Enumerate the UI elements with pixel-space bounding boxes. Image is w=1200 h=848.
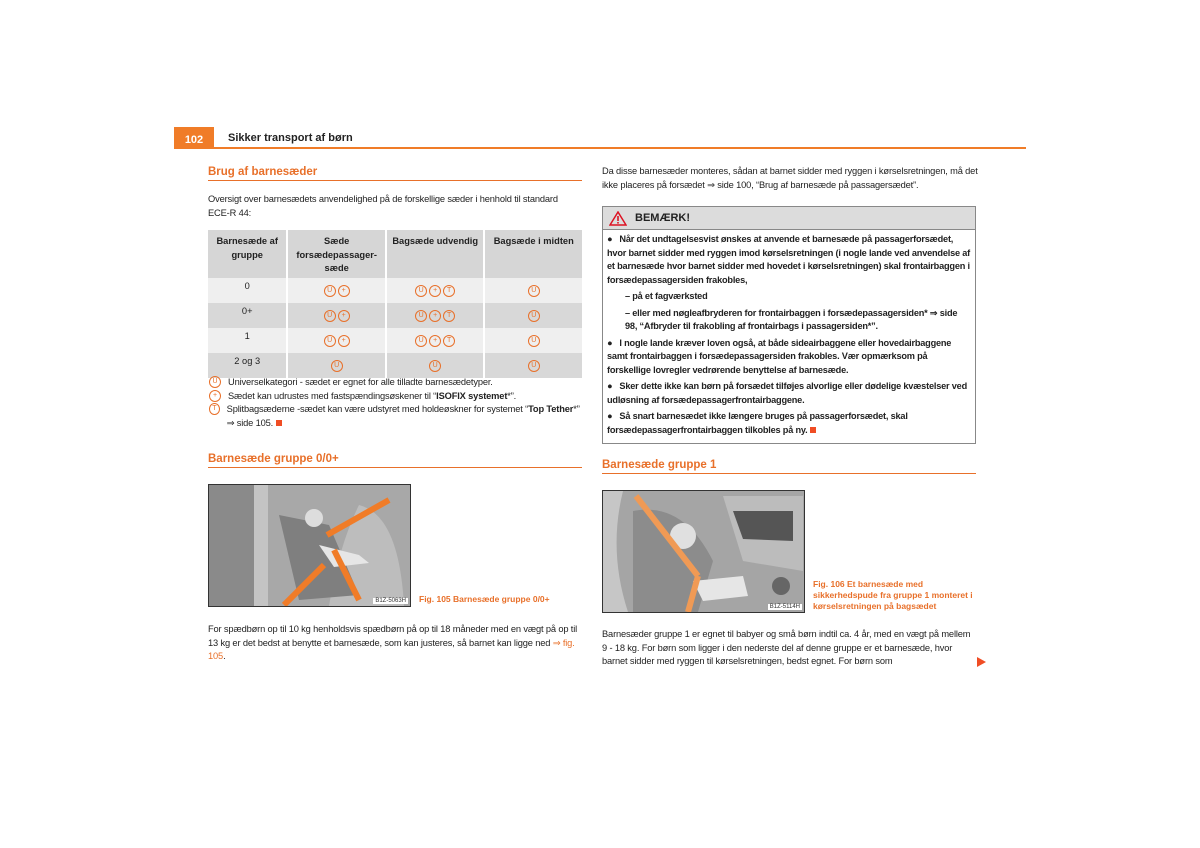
warning-dash: – eller med nøgleafbryderen for frontairbaggen i forsædepassagersiden* ⇒ side 98, “Afbryder til frakobling af frontairbags i passagersiden*”.	[625, 307, 958, 331]
warning-bullet: ● Så snart barnesædet ikke længere bruges på passagerforsædet, skal forsædepassagerfrontairbaggen tilkobles på ny.	[607, 411, 908, 435]
universal-symbol-icon: U	[415, 310, 427, 322]
right-intro-text: Da disse barnesæder monteres, sådan at barnet sidder med ryggen i kørselsretningen, må det ikke placeres på forsædet ⇒ side 100, “Brug af barnesæde på passagersædet”.	[602, 166, 978, 190]
top-tether-symbol-icon: T	[443, 335, 455, 347]
intro-text: Oversigt over barnesædets anvendelighed på de forskellige sæder i henhold til standard ECE-R 44:	[208, 194, 558, 218]
legend-item-t: T Splitbagsæderne -sædet kan være udstyret med holdeøskner for systemet “Top Tether*” ⇒ side 105.	[208, 403, 582, 430]
legend-item-plus: + Sædet kan udrustes med fastspændingsøskener til “ISOFIX systemet*”.	[208, 390, 582, 404]
car-seat-illustration-icon	[209, 485, 410, 606]
universal-symbol-icon: U	[528, 335, 540, 347]
universal-symbol-icon: U	[528, 285, 540, 297]
isofix-symbol-icon: +	[338, 310, 350, 322]
seat-cell	[485, 278, 582, 303]
section-title-gruppe-0: Barnesæde gruppe 0/0+	[208, 453, 582, 468]
warning-header: BEMÆRK!	[603, 207, 975, 230]
body-text-gruppe-0: For spædbørn op til 10 kg henholdsvis spædbørn på op til 18 måneder med en vægt på op til 13 kg er det bedst at benytte et barnesæde, som kan justeres, så barnet kan ligge ned ⇒ fig. 105.	[208, 624, 578, 661]
header-rule	[174, 147, 1026, 149]
legend-item-u: U Universelkategori - sædet er egnet for alle tilladte barnesædetyper.	[208, 376, 582, 390]
warning-triangle-icon	[609, 211, 627, 226]
section-title-gruppe-1: Barnesæde gruppe 1	[602, 459, 976, 474]
section-title-brug: Brug af barnesæder	[208, 166, 582, 181]
body-text-gruppe-1: Barnesæder gruppe 1 er egnet til babyer og små børn indtil ca. 4 år, med en vægt på mellem 9 - 18 kg. For børn som ligger i den nederste del af denne gruppe er et barnesæde, hvor barnet sidder med ryggen til kørselsretningen, bedst egnet. For børn som	[602, 629, 971, 666]
universal-symbol-icon: U	[324, 335, 336, 347]
figure-code: B1Z-5114H	[769, 604, 800, 610]
continue-arrow-icon	[977, 657, 986, 667]
warning-bullet: ● Sker dette ikke kan børn på forsædet tilføjes alvorlige eller dødelige kvæstelser ved udløsning af forsædepassagerfrontairbaggene.	[607, 381, 967, 405]
chapter-title: Sikker transport af børn	[228, 132, 353, 144]
isofix-symbol-icon: +	[429, 310, 441, 322]
top-tether-symbol-icon: T	[209, 403, 220, 415]
table-row	[208, 303, 582, 328]
universal-symbol-icon: U	[528, 360, 540, 372]
seat-cell	[387, 328, 484, 353]
table-row	[208, 278, 582, 303]
figure-105-image	[208, 484, 411, 607]
isofix-symbol-icon: +	[429, 285, 441, 297]
top-tether-symbol-icon: T	[443, 310, 455, 322]
group-cell: 2 og 3	[208, 353, 286, 378]
table-header: Barnesæde af gruppe	[208, 230, 286, 278]
figure-code: B1Z-5063H	[375, 598, 406, 604]
universal-symbol-icon: U	[324, 285, 336, 297]
group-cell: 0+	[208, 303, 286, 328]
seat-cell	[387, 278, 484, 303]
seat-cell	[485, 353, 582, 378]
seat-cell	[485, 303, 582, 328]
table-header: Bagsæde udvendig	[387, 230, 484, 278]
seat-cell	[387, 353, 484, 378]
seat-cell	[485, 328, 582, 353]
universal-symbol-icon: U	[331, 360, 343, 372]
warning-dash: – på et fagværksted	[625, 291, 708, 301]
universal-symbol-icon: U	[415, 285, 427, 297]
universal-symbol-icon: U	[209, 376, 221, 388]
end-marker-icon	[276, 420, 282, 426]
seat-cell	[387, 303, 484, 328]
end-marker-icon	[810, 427, 816, 433]
figure-106-caption: Fig. 106 Et barnesæde med sikkerhedspude fra gruppe 1 monteret i kørselsretningen på bagsædet	[813, 579, 973, 611]
isofix-symbol-icon: +	[209, 390, 221, 402]
group-cell: 1	[208, 328, 286, 353]
universal-symbol-icon: U	[415, 335, 427, 347]
isofix-symbol-icon: +	[429, 335, 441, 347]
page-number: 102	[174, 127, 214, 148]
seat-cell	[288, 303, 385, 328]
isofix-symbol-icon: +	[338, 285, 350, 297]
figure-105-caption: Fig. 105 Barnesæde gruppe 0/0+	[419, 594, 550, 604]
figure-106-image	[602, 490, 805, 613]
universal-symbol-icon: U	[429, 360, 441, 372]
legend	[208, 376, 582, 430]
universal-symbol-icon: U	[528, 310, 540, 322]
seat-cell	[288, 278, 385, 303]
car-seat-illustration-icon	[603, 491, 804, 612]
isofix-symbol-icon: +	[338, 335, 350, 347]
group-cell: 0	[208, 278, 286, 303]
seat-cell	[288, 353, 385, 378]
table-header: Bagsæde i midten	[485, 230, 582, 278]
child-seat-table	[206, 230, 584, 378]
table-header: Sæde forsædepassager-sæde	[288, 230, 385, 278]
table-row	[208, 353, 582, 378]
warning-bullet: ● Når det undtagelsesvist ønskes at anvende et barnesæde på passagerforsædet, hvor barnet sidder med ryggen imod kørselsretningen (i nogle lande ved anvendelse af et barnesæde hvor barnet sidder med hovedet i kørselsretningen) skal frontairbaggen i forsædepassagersiden frakobles,	[607, 234, 971, 285]
warning-bullet: ● I nogle lande kræver loven også, at både sideairbaggene eller hovedairbaggene samt frontairbaggen i forsædepassagersiden frakobles. Vær opmærksom på forskellige lovregler vedrørende benyttelse af barnesæde.	[607, 337, 952, 375]
universal-symbol-icon: U	[324, 310, 336, 322]
top-tether-symbol-icon: T	[443, 285, 455, 297]
table-row	[208, 328, 582, 353]
seat-cell	[288, 328, 385, 353]
warning-box	[602, 206, 976, 444]
fig-105-link[interactable]: ⇒ fig. 105	[208, 637, 575, 661]
